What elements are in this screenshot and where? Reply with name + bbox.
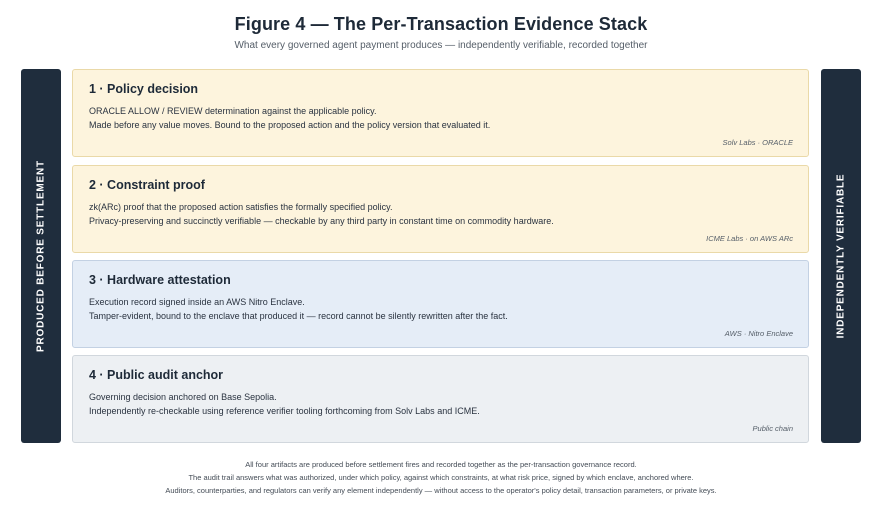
constraint-proof-source: ICME Labs · on AWS ARc	[706, 234, 793, 243]
hardware-attestation-title: 3 · Hardware attestation	[89, 273, 231, 287]
policy-decision-card	[72, 69, 809, 157]
produced-before-settlement-bar	[21, 69, 61, 443]
independently-verifiable-bar	[821, 69, 861, 443]
policy-decision-title: 1 · Policy decision	[89, 82, 199, 96]
constraint-proof-description: zk(ARc) proof that the proposed action satisfies the formally specified policy.	[89, 202, 393, 212]
figure-subtitle: What every governed agent payment produces — independently verifiable, recorded together	[234, 40, 648, 51]
public-audit-anchor-detail: Independently re-checkable using reference verifier tooling forthcoming from Solv Labs and ICME.	[89, 406, 480, 416]
policy-decision-detail: Made before any value moves. Bound to the proposed action and the policy version that evaluated it.	[89, 120, 491, 130]
public-audit-anchor-source: Public chain	[752, 424, 793, 433]
hardware-attestation-detail: Tamper-evident, bound to the enclave that produced it — record cannot be silently rewritten after the fact.	[89, 311, 508, 321]
footer-note-1: All four artifacts are produced before settlement fires and recorded together as the per-transaction governance record.	[245, 460, 637, 469]
policy-decision-description: ORACLE ALLOW / REVIEW determination against the applicable policy.	[89, 106, 377, 116]
public-audit-anchor-title: 4 · Public audit anchor	[89, 368, 224, 382]
public-audit-anchor-card	[72, 355, 809, 443]
public-audit-anchor-description: Governing decision anchored on Base Sepolia.	[89, 392, 277, 402]
footer-note-2: The audit trail answers what was authorized, under which policy, against which constraints, at what risk price, signed by which enclave, anchored where.	[188, 473, 694, 482]
figure-title: Figure 4 — The Per-Transaction Evidence Stack	[234, 14, 648, 34]
hardware-attestation-card	[72, 260, 809, 348]
constraint-proof-title: 2 · Constraint proof	[89, 178, 205, 192]
constraint-proof-detail: Privacy-preserving and succinctly verifiable — checkable by any third party in constant time on commodity hardware.	[89, 216, 554, 226]
constraint-proof-card	[72, 165, 809, 253]
hardware-attestation-description: Execution record signed inside an AWS Nitro Enclave.	[89, 297, 305, 307]
produced-before-settlement-label: PRODUCED BEFORE SETTLEMENT	[35, 160, 47, 352]
footer-note-3: Auditors, counterparties, and regulators can verify any element independently — without access to the operator's policy detail, transaction parameters, or private keys.	[165, 486, 717, 495]
policy-decision-source: Solv Labs · ORACLE	[722, 138, 793, 147]
independently-verifiable-label: INDEPENDENTLY VERIFIABLE	[835, 173, 847, 339]
hardware-attestation-source: AWS · Nitro Enclave	[724, 329, 793, 338]
